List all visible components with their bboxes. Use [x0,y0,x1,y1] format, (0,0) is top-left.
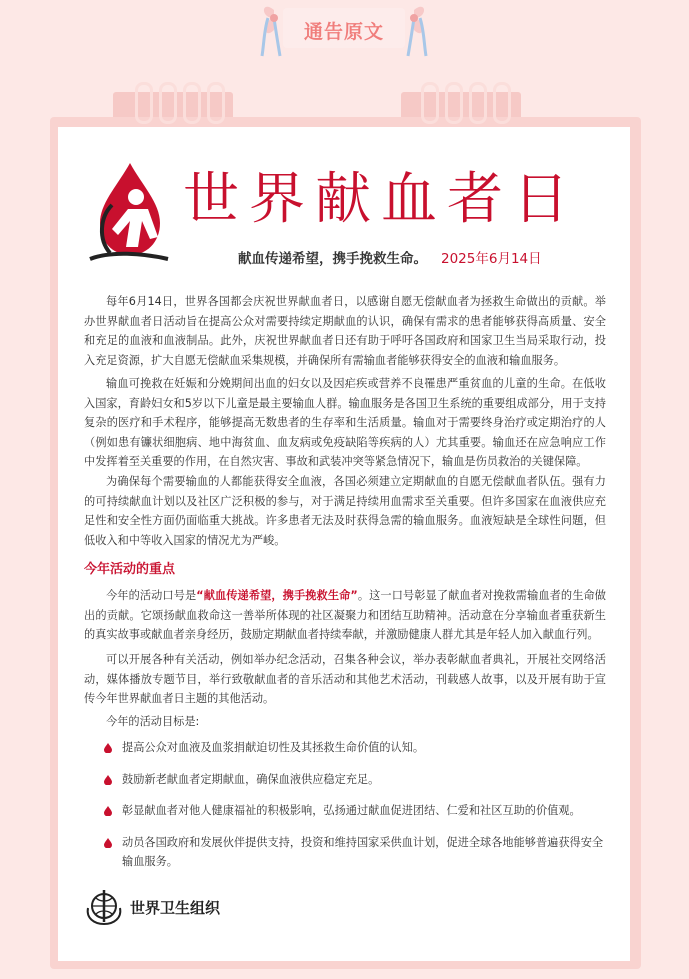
slogan-highlight: “献血传递希望，携手挽救生命” [196,589,358,602]
blood-drop-bullet-icon [104,743,112,753]
list-item [104,770,604,790]
binder-ring [159,82,177,124]
binder-ring [183,82,201,124]
goals-intro: 今年的活动目标是: [106,715,200,728]
page-title: 世界献血者日 [183,167,579,232]
bow-ornament-right [398,0,430,58]
goal-text: 彰显献血者对他人健康福祉的积极影响，弘扬通过献血促进团结、仁爱和社区互助的价值观。 [122,804,581,817]
header-banner [283,8,405,48]
binder-ring [445,82,463,124]
binder-ring [493,82,511,124]
list-item [104,738,604,758]
slogan-paragraph [84,586,606,645]
blood-drop-bullet-icon [104,806,112,816]
binder-ring [207,82,225,124]
goal-text: 提高公众对血液及血浆捐献迫切性及其拯救生命价值的认知。 [122,741,425,754]
binder-ring [135,82,153,124]
event-date: 2025年6月14日 [441,251,542,267]
slogan: 献血传递希望，携手挽救生命。 [238,251,427,267]
transfusion-paragraph: 输血可挽救在妊娠和分娩期间出血的妇女以及因疟疾或营养不良罹患严重贫血的儿童的生命。在低收入国家，育龄妇女和5岁以下儿童是最主要输血人群。输血服务是各国卫生系统的重要组成部分，用于支持复杂的医疗和手术程序，能够提高无数患者的生存率和生活质量。输血对于需要终身治疗或定期治疗的人（例如患有镰状细胞病、地中海贫血、血友病或免疫缺陷等疾病的人）尤其重要。输血还在应急响应工作中发挥着至关重要的作用，在自然灾害、事故和武装冲突等紧急情况下，输血是伤员救治的关键保障。 [84,377,606,468]
goals-list [104,738,604,884]
activities-paragraph: 可以开展各种有关活动，例如举办纪念活动，召集各种会议，举办表彰献血者典礼，开展社交网络活动，媒体播放专题节目，举行致敬献血者的音乐活动和其他艺术活动，刊载感人故事，以及开展有助于宣传今年世界献血者日主题的其他活动。 [84,653,606,705]
tagline [238,247,542,267]
list-item [104,833,604,872]
goal-text: 动员各国政府和发展伙伴提供支持，投资和维持国家采供血计划，促进全球各地能够普遍获得安全输血服务。 [122,835,604,868]
organization-footer [84,888,220,926]
blood-drop-logo-icon [82,155,177,265]
list-item [104,801,604,821]
who-emblem-icon [84,888,124,926]
banner-title: 通告原文 [303,21,384,43]
binder-ring [469,82,487,124]
section-heading: 今年活动的重点 [84,562,176,577]
organization-name: 世界卫生组织 [130,898,221,917]
blood-drop-bullet-icon [104,838,112,848]
binder-ring [421,82,439,124]
goal-text: 鼓励新老献血者定期献血，确保血液供应稳定充足。 [122,772,380,786]
slogan-para-suffix: 。这一口号彰显了献血者对挽救需输血者的生命做出的贡献。它颂扬献血救命这一善举所体现的社区凝聚力和团结互助精神。活动意在分享输血者重获新生的真实故事或献血者亲身经历，鼓励定期献血者持续奉献，并激励健康人群尤其是年轻人加入献血行列。 [84,589,606,641]
intro-paragraph: 每年6月14日，世界各国都会庆祝世界献血者日，以感谢自愿无偿献血者为拯救生命做出的贡献。举办世界献血者日活动旨在提高公众对需要持续定期献血的认识，确保有需求的患者能够获得高质量、安全和充足的血液和血液制品。此外，庆祝世界献血者日还有助于呼吁各国政府和国家卫生当局采取行动，投入充足资源，扩大自愿无偿献血采集规模，并确保所有需输血者能够获得安全的血液和输血服务。 [84,295,606,367]
blood-drop-bullet-icon [104,775,112,785]
donor-paragraph: 为确保每个需要输血的人都能获得安全血液，各国必须建立定期献血的自愿无偿献血者队伍。强有力的可持续献血计划以及社区广泛积极的参与，对于满足持续用血需求至关重要。但许多国家在血液供应充足性和安全性方面仍面临重大挑战。许多患者无法及时获得急需的输血服务。血液短缺是全球性问题，但低收入和中等收入国家的情况尤为严峻。 [84,475,606,547]
slogan-para-prefix: 今年的活动口号是 [106,589,197,602]
